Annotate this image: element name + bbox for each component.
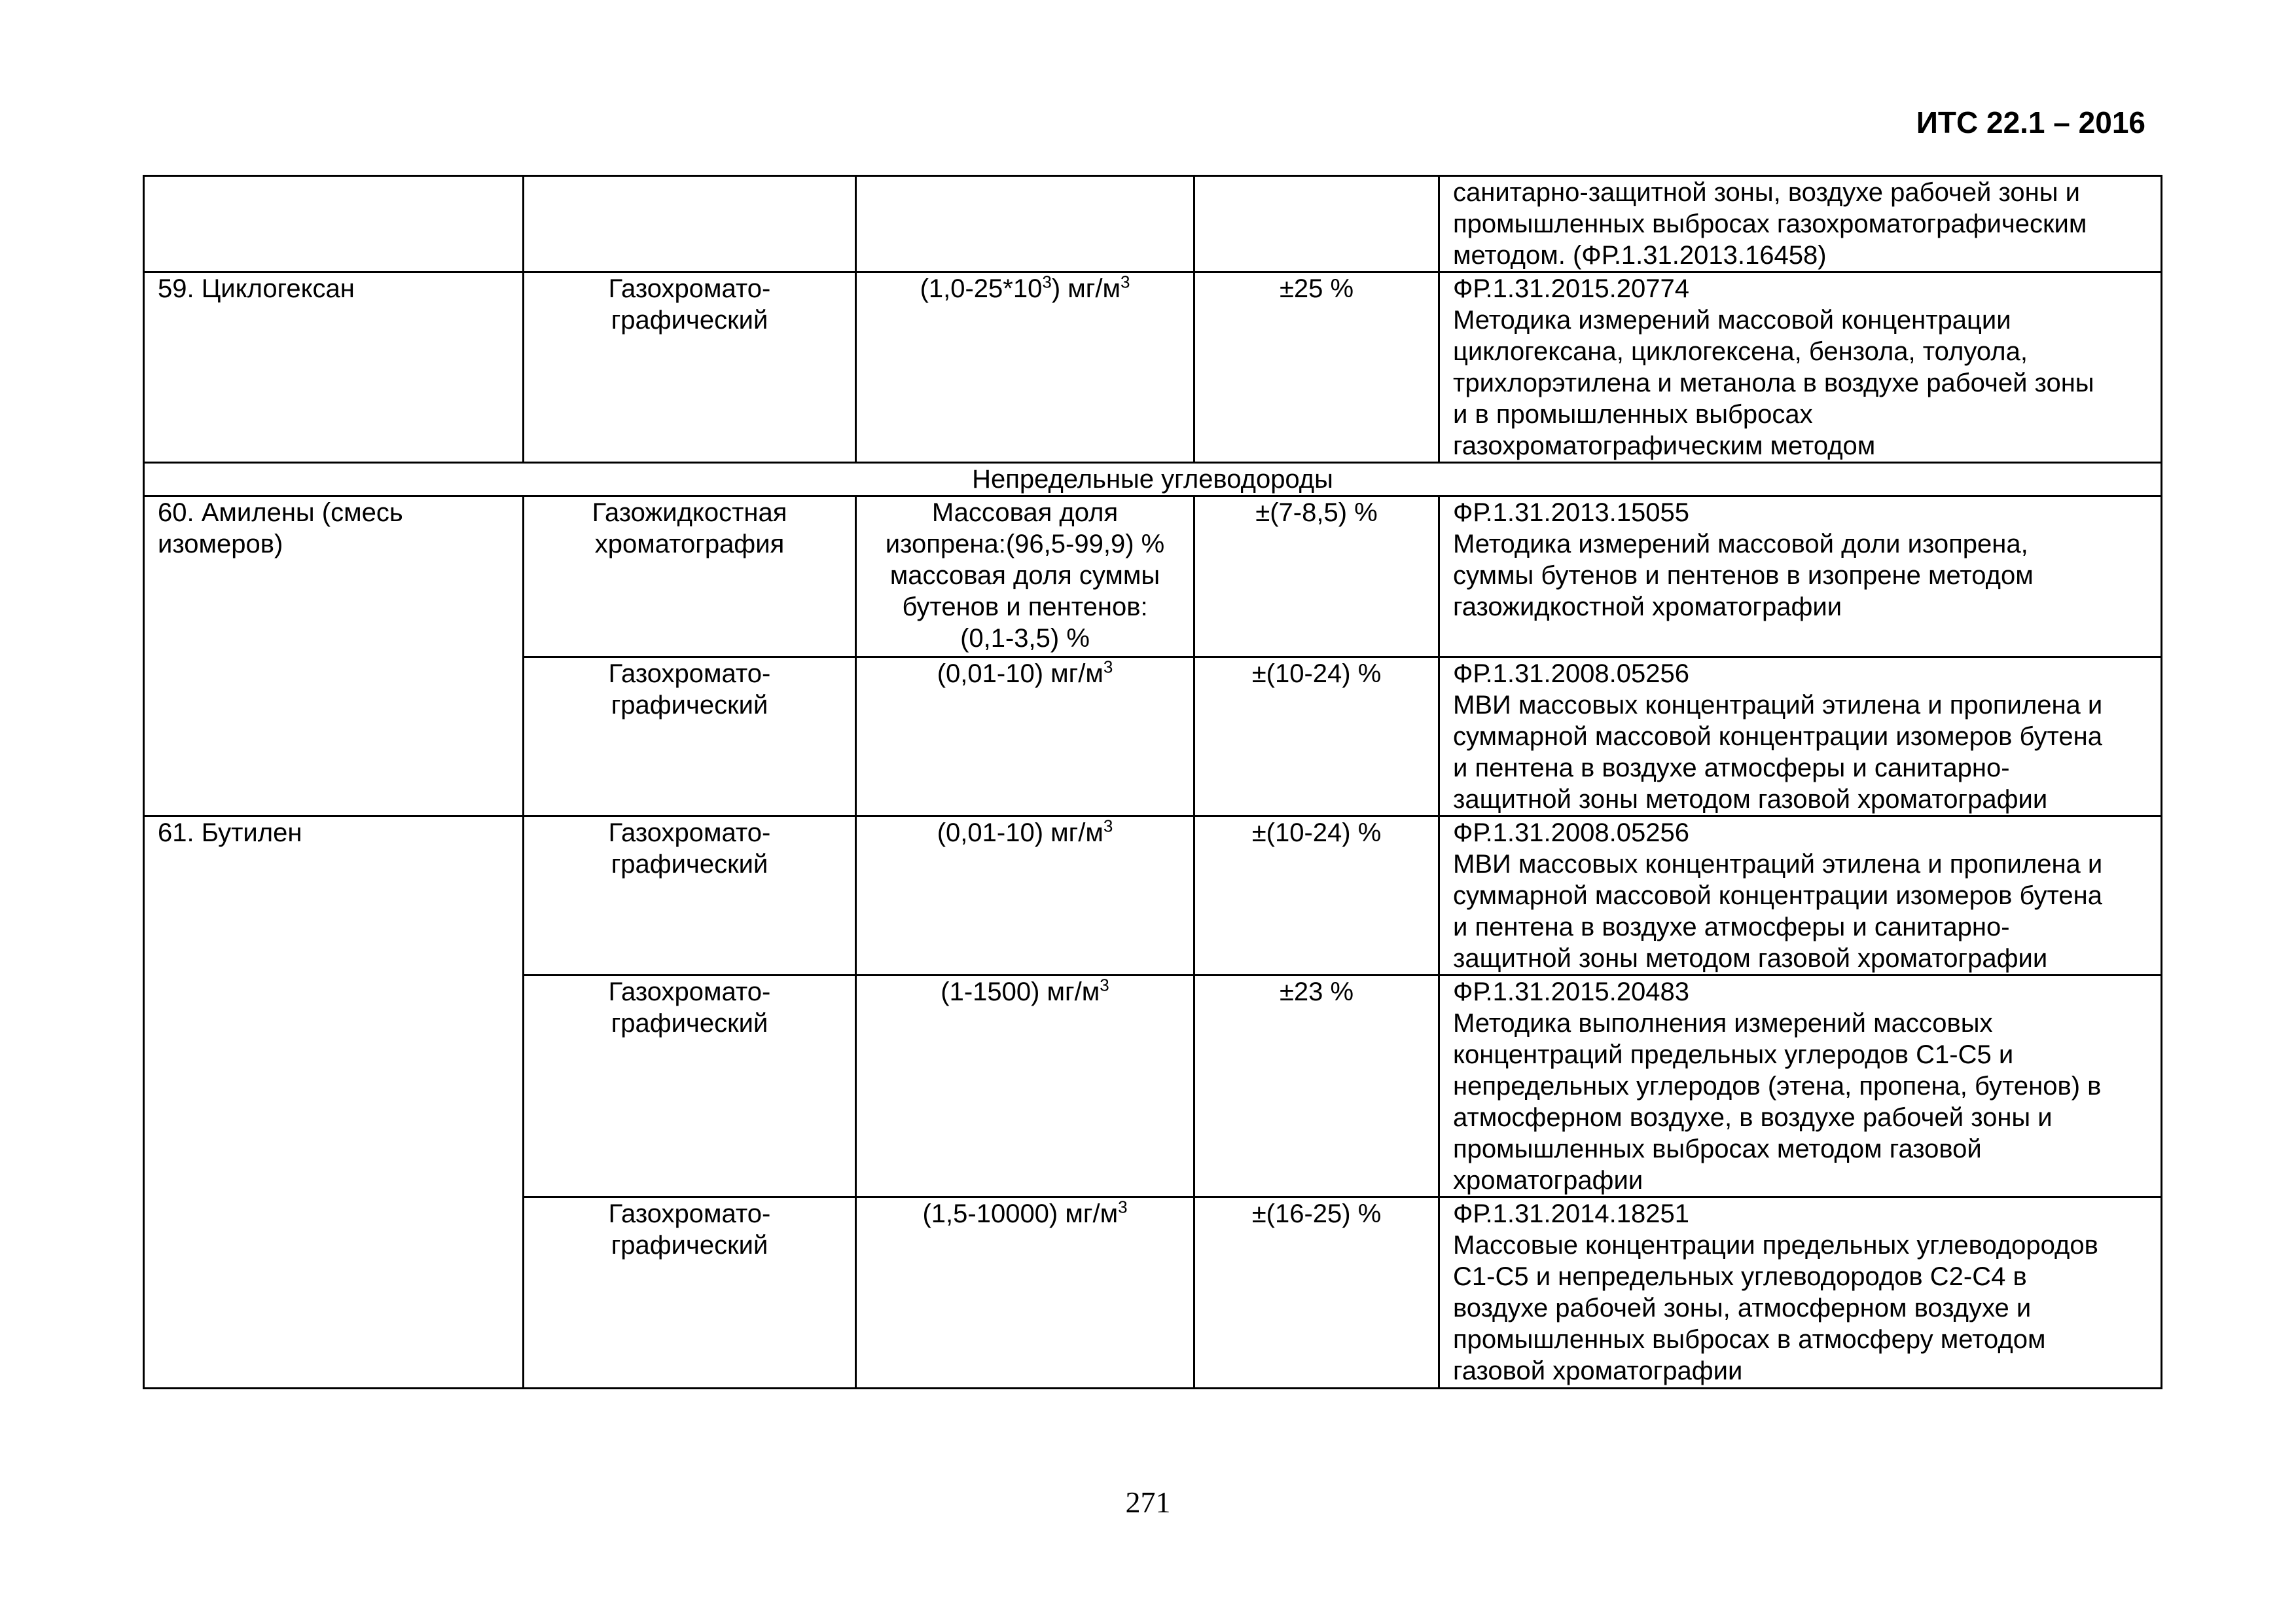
source-line: ФР.1.31.2015.20483 <box>1453 977 1689 1006</box>
method-line: Газохромато- <box>608 1199 771 1228</box>
error-cell <box>1194 816 1439 976</box>
source-line: газохроматографическим методом <box>1453 431 1876 460</box>
error-value: ±23 % <box>1279 977 1354 1006</box>
source-line: ФР.1.31.2013.15055 <box>1453 498 1689 527</box>
substance-name: 60. Амилены (смесь <box>158 498 403 527</box>
range-line: массовая доля суммы <box>889 561 1160 590</box>
source-line: непредельных углеродов (этена, пропена, бутенов) в <box>1453 1072 2102 1101</box>
error-cell <box>1194 272 1439 463</box>
error-cell <box>1194 976 1439 1197</box>
source-line: С1-С5 и непредельных углеводородов С2-С4 в <box>1453 1262 2027 1291</box>
source-line: МВИ массовых концентраций этилена и пропилена и <box>1453 691 2103 720</box>
range-line: бутенов и пентенов: <box>902 593 1148 621</box>
range-value <box>922 1199 1127 1228</box>
substance-cell <box>144 272 524 463</box>
substance-name: 61. Бутилен <box>158 818 302 847</box>
table-row <box>144 496 2162 657</box>
source-line: ФР.1.31.2008.05256 <box>1453 659 1689 688</box>
method-cell <box>524 176 856 272</box>
source-line: промышленных выбросах газохроматографическим <box>1453 210 2087 238</box>
table-row <box>144 272 2162 463</box>
method-cell <box>524 816 856 976</box>
method-line: Газохромато- <box>608 818 771 847</box>
source-line: суммы бутенов и пентенов в изопрене методом <box>1453 561 2034 590</box>
source-line: суммарной массовой концентрации изомеров бутена <box>1453 722 2102 751</box>
source-line: воздухе рабочей зоны, атмосферном воздухе и <box>1453 1294 2032 1322</box>
error-cell <box>1194 496 1439 657</box>
source-line: методом. (ФР.1.31.2013.16458) <box>1453 241 1827 270</box>
document-header: ИТС 22.1 – 2016 <box>1916 105 2145 139</box>
source-line: ФР.1.31.2008.05256 <box>1453 818 1689 847</box>
method-line: графический <box>611 850 768 879</box>
method-cell <box>524 272 856 463</box>
range-unit: ) мг/м <box>1051 274 1121 303</box>
method-cell <box>524 657 856 816</box>
source-line: и пентена в воздухе атмосферы и санитарно- <box>1453 754 2010 782</box>
method-line: графический <box>611 691 768 720</box>
source-line: Массовые концентрации предельных углеводородов <box>1453 1231 2098 1260</box>
table-row <box>144 176 2162 272</box>
range-line: изопрена:(96,5-99,9) % <box>885 530 1165 558</box>
range-cell <box>856 657 1194 816</box>
substance-cell <box>144 176 524 272</box>
range-line: Массовая доля <box>931 498 1119 527</box>
error-value: ±(10-24) % <box>1251 818 1382 847</box>
source-line: защитной зоны методом газовой хроматографии <box>1453 785 2048 814</box>
source-line: Методика измерений массовой концентрации <box>1453 306 2011 335</box>
range-value <box>937 659 1113 688</box>
source-line: ФР.1.31.2015.20774 <box>1453 274 1689 303</box>
range-superscript: 3 <box>1120 272 1130 292</box>
range-value <box>937 818 1113 847</box>
range-line: (0,1-3,5) % <box>960 624 1090 653</box>
table-row <box>144 816 2162 976</box>
source-line: санитарно-защитной зоны, воздухе рабочей зоны и <box>1453 178 2080 207</box>
range-text: (0,01-10) мг/м <box>937 659 1103 688</box>
source-line: ФР.1.31.2014.18251 <box>1453 1199 1689 1228</box>
source-line: хроматографии <box>1453 1166 1643 1195</box>
substance-cell <box>144 816 524 1389</box>
source-cell <box>1439 496 2162 657</box>
error-value: ±25 % <box>1279 274 1354 303</box>
method-cell <box>524 496 856 657</box>
method-line: Газожидкостная <box>592 498 787 527</box>
error-value: ±(7-8,5) % <box>1255 498 1378 527</box>
source-line: Методика измерений массовой доли изопрена, <box>1453 530 2028 558</box>
error-cell <box>1194 1197 1439 1389</box>
source-line: промышленных выбросах методом газовой <box>1453 1135 1982 1163</box>
range-text: (1,5-10000) мг/м <box>922 1199 1119 1228</box>
methods-table <box>143 175 2162 1389</box>
source-line: газожидкостной хроматографии <box>1453 593 1842 621</box>
range-cell <box>856 496 1194 657</box>
range-superscript: 3 <box>1042 272 1052 292</box>
source-line: циклогексана, циклогексена, бензола, толуола, <box>1453 337 2028 366</box>
range-superscript: 3 <box>1103 816 1113 836</box>
source-cell <box>1439 976 2162 1197</box>
range-value <box>941 977 1109 1006</box>
source-line: и пентена в воздухе атмосферы и санитарно- <box>1453 913 2010 941</box>
range-cell <box>856 1197 1194 1389</box>
range-superscript: 3 <box>1103 657 1113 677</box>
source-cell <box>1439 1197 2162 1389</box>
source-line: защитной зоны методом газовой хроматографии <box>1453 944 2048 973</box>
source-line: МВИ массовых концентраций этилена и пропилена и <box>1453 850 2103 879</box>
method-line: графический <box>611 1009 768 1038</box>
source-line: Методика выполнения измерений массовых <box>1453 1009 1993 1038</box>
range-text: (1-1500) мг/м <box>941 977 1100 1006</box>
source-cell <box>1439 176 2162 272</box>
method-cell <box>524 1197 856 1389</box>
source-line: газовой хроматографии <box>1453 1357 1743 1385</box>
source-line: концентраций предельных углеродов С1-С5 и <box>1453 1040 2014 1069</box>
source-cell <box>1439 657 2162 816</box>
error-value: ±(16-25) % <box>1251 1199 1382 1228</box>
source-line: суммарной массовой концентрации изомеров бутена <box>1453 881 2102 910</box>
method-line: графический <box>611 306 768 335</box>
method-line: Газохромато- <box>608 274 771 303</box>
range-cell <box>856 976 1194 1197</box>
range-cell <box>856 176 1194 272</box>
method-cell <box>524 976 856 1197</box>
source-line: атмосферном воздухе, в воздухе рабочей зоны и <box>1453 1103 2053 1132</box>
page-number: 271 <box>1125 1486 1171 1519</box>
method-line: Газохромато- <box>608 659 771 688</box>
range-text: (0,01-10) мг/м <box>937 818 1103 847</box>
method-line: Газохромато- <box>608 977 771 1006</box>
error-cell <box>1194 176 1439 272</box>
section-row <box>144 463 2162 496</box>
error-value: ±(10-24) % <box>1251 659 1382 688</box>
source-cell <box>1439 272 2162 463</box>
source-line: трихлорэтилена и метанола в воздухе рабочей зоны <box>1453 369 2094 397</box>
source-line: промышленных выбросах в атмосферу методом <box>1453 1325 2046 1354</box>
range-cell <box>856 816 1194 976</box>
range-text: (1,0-25*10 <box>920 274 1043 303</box>
method-line: графический <box>611 1231 768 1260</box>
section-title: Непредельные углеводороды <box>144 463 2162 496</box>
substance-name: изомеров) <box>158 530 283 558</box>
substance-name: 59. Циклогексан <box>158 274 355 303</box>
range-superscript: 3 <box>1118 1197 1128 1217</box>
source-line: и в промышленных выбросах <box>1453 400 1813 429</box>
range-value <box>920 274 1130 303</box>
substance-cell <box>144 496 524 816</box>
source-cell <box>1439 816 2162 976</box>
range-superscript: 3 <box>1100 975 1109 995</box>
error-cell <box>1194 657 1439 816</box>
method-line: хроматография <box>594 530 785 558</box>
range-cell <box>856 272 1194 463</box>
